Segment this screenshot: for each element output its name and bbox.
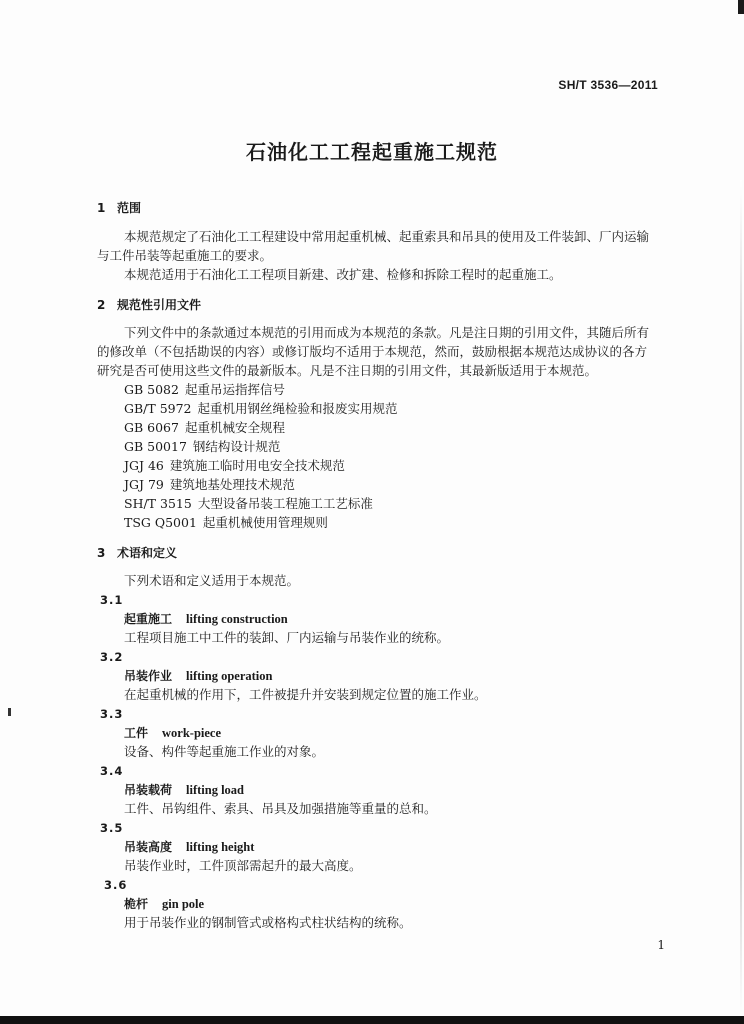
scope-para1-line2: 与工件吊装等起重施工的要求。: [97, 248, 273, 263]
term-zh: 起重施工: [124, 612, 173, 626]
term-definition: 在起重机械的作用下，工件被提升并安装到规定位置的施工作业。: [124, 687, 487, 702]
section-title: 规范性引用文件: [117, 298, 202, 312]
reference-title: 钢结构设计规范: [192, 439, 281, 454]
term-definition: 工程项目施工中工件的装卸、厂内运输与吊装作业的统称。: [124, 630, 450, 645]
references-intro-line2: 的修改单（不包括勘误的内容）或修订版均不适用于本规范，然而，鼓励根据本规范达成协议的各方: [97, 344, 648, 359]
term-title: [124, 896, 204, 912]
reference-title: 起重机械使用管理规则: [202, 515, 328, 530]
reference-item: [124, 477, 295, 493]
term-number: 3.1: [100, 593, 124, 607]
term-zh: 吊装作业: [124, 669, 173, 683]
reference-item: [124, 496, 373, 512]
term-en: lifting load: [186, 783, 245, 797]
term-definition: 用于吊装作业的钢制管式或格构式柱状结构的统称。: [124, 915, 412, 930]
scan-corner-mark: [738, 0, 744, 14]
reference-code: GB 50017: [124, 439, 187, 454]
reference-item: [124, 515, 328, 531]
reference-code: TSG Q5001: [124, 515, 197, 530]
term-zh: 吊装载荷: [124, 783, 173, 797]
page-number: 1: [657, 938, 665, 952]
section-number: 3: [97, 546, 106, 560]
term-en: lifting operation: [186, 669, 273, 683]
reference-item: [124, 439, 280, 455]
reference-title: 大型设备吊装工程施工工艺标准: [197, 496, 373, 511]
term-zh: 吊装高度: [124, 840, 173, 854]
reference-code: GB/T 5972: [124, 401, 192, 416]
term-en: gin pole: [162, 897, 205, 911]
reference-title: 起重机用钢丝绳检验和报废实用规范: [197, 401, 398, 416]
reference-title: 建筑施工临时用电安全技术规范: [169, 458, 345, 473]
term-title: [124, 839, 254, 855]
scan-bottom-band: [0, 1016, 744, 1024]
section-1-heading: [97, 200, 141, 216]
reference-code: SH/T 3515: [124, 496, 192, 511]
term-title: [124, 611, 288, 627]
term-number: 3.3: [100, 707, 124, 721]
reference-title: 建筑地基处理技术规范: [169, 477, 295, 492]
scope-para2: 本规范适用于石油化工工程项目新建、改扩建、检修和拆除工程时的起重施工。: [124, 267, 562, 282]
term-en: lifting construction: [186, 612, 288, 626]
scan-edge-shadow: [740, 180, 742, 1020]
term-en: lifting height: [186, 840, 255, 854]
term-number: 3.4: [100, 764, 124, 778]
reference-title: 起重吊运指挥信号: [184, 382, 285, 397]
term-title: [124, 782, 244, 798]
term-definition: 吊装作业时，工件顶部需起升的最大高度。: [124, 858, 362, 873]
term-zh: 工件: [124, 726, 149, 740]
reference-code: JGJ 46: [124, 458, 164, 473]
term-number: 3.2: [100, 650, 124, 664]
scope-para1-line1: 本规范规定了石油化工工程建设中常用起重机械、起重索具和吊具的使用及工件装卸、厂内运输: [124, 229, 650, 244]
reference-title: 起重机械安全规程: [184, 420, 285, 435]
reference-item: [124, 420, 285, 436]
term-zh: 桅杆: [124, 897, 149, 911]
reference-code: GB 5082: [124, 382, 179, 397]
reference-item: [124, 382, 285, 398]
reference-code: GB 6067: [124, 420, 179, 435]
references-intro-line1: 下列文件中的条款通过本规范的引用而成为本规范的条款。凡是注日期的引用文件，其随后所有: [124, 325, 650, 340]
section-number: 2: [97, 298, 106, 312]
terms-intro: 下列术语和定义适用于本规范。: [124, 573, 300, 588]
section-2-heading: [97, 297, 201, 313]
term-en: work-piece: [162, 726, 222, 740]
references-intro-line3: 研究是否可使用这些文件的最新版本。凡是不注日期的引用文件，其最新版适用于本规范。: [97, 363, 598, 378]
section-title: 术语和定义: [117, 546, 178, 560]
reference-item: [124, 401, 398, 417]
term-title: [124, 725, 221, 741]
scan-speck: [8, 708, 11, 716]
term-number: 3.5: [100, 821, 124, 835]
standard-code: SH/T 3536—2011: [558, 78, 658, 92]
term-title: [124, 668, 272, 684]
term-definition: 设备、构件等起重施工作业的对象。: [124, 744, 325, 759]
section-title: 范围: [117, 201, 142, 215]
document-title: 石油化工工程起重施工规范: [246, 140, 498, 164]
reference-code: JGJ 79: [124, 477, 164, 492]
section-3-heading: [97, 545, 177, 561]
term-number: 3.6: [104, 878, 128, 892]
reference-item: [124, 458, 345, 474]
section-number: 1: [97, 201, 106, 215]
term-definition: 工件、吊钩组件、索具、吊具及加强措施等重量的总和。: [124, 801, 437, 816]
